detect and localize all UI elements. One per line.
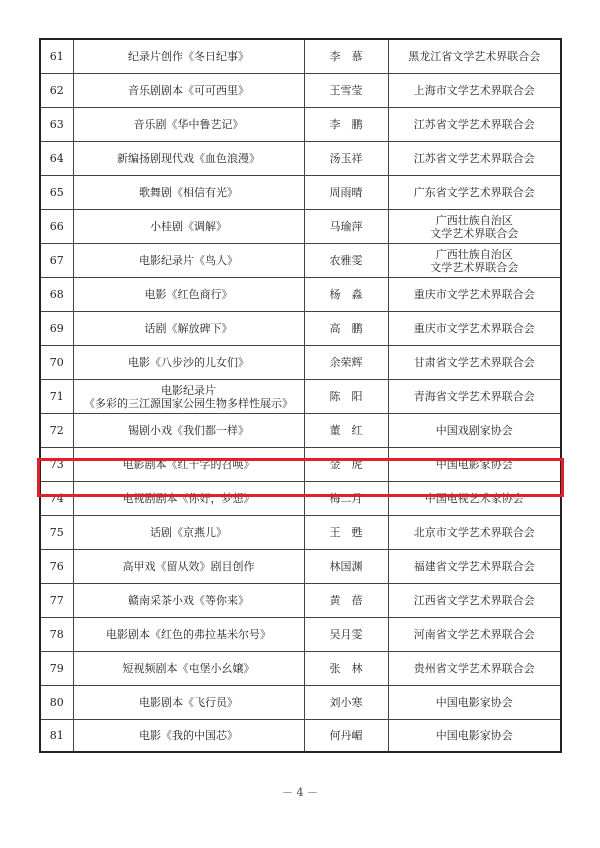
author-name: 王雪莹: [304, 74, 388, 108]
row-number: 79: [40, 652, 73, 686]
organization: [388, 74, 561, 108]
work-title-line: 音乐剧剧本《可可西里》: [128, 84, 249, 97]
work-title-line: 《多彩的三江源国家公园生物多样性展示》: [84, 396, 293, 410]
organization-line: 中国戏剧家协会: [435, 424, 513, 437]
author-name: 高 鹏: [304, 312, 388, 346]
row-number: 80: [40, 686, 73, 720]
table-row: [40, 380, 561, 414]
organization: [388, 278, 561, 312]
table-row: [40, 652, 561, 686]
organization-line: 北京市文学艺术界联合会: [413, 526, 535, 539]
row-number: 77: [40, 584, 73, 618]
table-row: [40, 346, 561, 380]
work-title-line: 高甲戏《留从效》剧目创作: [122, 560, 255, 573]
work-title-line: 电影纪录片: [161, 383, 216, 397]
table-row: [40, 39, 561, 74]
table-row: [40, 210, 561, 244]
table-row: [40, 584, 561, 618]
table-row: [40, 142, 561, 176]
organization: [388, 482, 561, 516]
organization-line: 江苏省文学艺术界联合会: [413, 118, 535, 131]
organization-line: 文学艺术界联合会: [430, 260, 519, 274]
author-name: 马瑜萍: [304, 210, 388, 244]
row-number: 65: [40, 176, 73, 210]
work-title: [73, 584, 304, 618]
table-row: [40, 516, 561, 550]
work-title: [73, 74, 304, 108]
author-name: 陈 阳: [304, 380, 388, 414]
organization: [388, 210, 561, 244]
work-title: [73, 516, 304, 550]
work-title: [73, 618, 304, 652]
organization: [388, 516, 561, 550]
work-title: [73, 346, 304, 380]
author-name: 金 虎: [304, 448, 388, 482]
work-title: [73, 142, 304, 176]
row-number: 74: [40, 482, 73, 516]
work-title-line: 电影剧本《飞行员》: [139, 696, 238, 709]
author-name: 刘小寒: [304, 686, 388, 720]
row-number: 66: [40, 210, 73, 244]
work-title: [73, 278, 304, 312]
work-title-line: 歌舞剧《相信有光》: [139, 186, 238, 199]
work-title-line: 电影剧本《红色的弗拉基米尔号》: [106, 628, 271, 641]
organization: [388, 550, 561, 584]
work-title-line: 电影剧本《红十字的召唤》: [122, 458, 255, 471]
work-title: [73, 652, 304, 686]
work-title-line: 话剧《解放碑下》: [144, 322, 233, 335]
organization-line: 黑龙江省文学艺术界联合会: [408, 50, 541, 63]
row-number: 72: [40, 414, 73, 448]
table-row: [40, 176, 561, 210]
organization-line: 江苏省文学艺术界联合会: [413, 152, 535, 165]
organization-line: 甘肃省文学艺术界联合会: [413, 356, 535, 369]
author-name: 李 鹏: [304, 108, 388, 142]
row-number: 64: [40, 142, 73, 176]
author-name: 黄 蓓: [304, 584, 388, 618]
author-name: 汤玉祥: [304, 142, 388, 176]
author-name: 农雅雯: [304, 244, 388, 278]
work-title: [73, 550, 304, 584]
organization-line: 重庆市文学艺术界联合会: [413, 322, 535, 335]
work-title-line: 小桂剧《调解》: [150, 220, 227, 233]
organization-line: 中国电影家协会: [435, 696, 513, 709]
work-title-line: 话剧《京燕儿》: [150, 526, 227, 539]
organization-line: 文学艺术界联合会: [430, 226, 519, 240]
author-name: 余荣辉: [304, 346, 388, 380]
table-row: [40, 74, 561, 108]
work-title-line: 电影《八步沙的儿女们》: [128, 356, 249, 369]
work-title-line: 新编扬剧现代戏《血色浪漫》: [117, 152, 260, 165]
organization: [388, 686, 561, 720]
work-title: [73, 39, 304, 74]
table-row: [40, 414, 561, 448]
table-row: [40, 448, 561, 482]
organization: [388, 652, 561, 686]
row-number: 68: [40, 278, 73, 312]
organization-line: 广西壮族自治区: [435, 247, 513, 261]
table-row: [40, 482, 561, 516]
work-title: [73, 720, 304, 753]
work-title: [73, 244, 304, 278]
row-number: 73: [40, 448, 73, 482]
work-title-line: 电影《我的中国芯》: [139, 729, 238, 742]
table-row: [40, 686, 561, 720]
work-title-line: 纪录片创作《冬日纪事》: [128, 50, 249, 63]
organization: [388, 312, 561, 346]
work-title: [73, 482, 304, 516]
row-number: 71: [40, 380, 73, 414]
organization-line: 福建省文学艺术界联合会: [413, 560, 535, 573]
row-number: 76: [40, 550, 73, 584]
author-name: 梅二月: [304, 482, 388, 516]
author-name: 张 林: [304, 652, 388, 686]
organization-line: 河南省文学艺术界联合会: [413, 628, 535, 641]
work-title-line: 电影《红色商行》: [144, 288, 233, 301]
table-row: [40, 618, 561, 652]
organization-line: 广东省文学艺术界联合会: [413, 186, 535, 199]
table-row: [40, 278, 561, 312]
row-number: 70: [40, 346, 73, 380]
table-row: [40, 312, 561, 346]
work-title: [73, 414, 304, 448]
organization: [388, 448, 561, 482]
organization: [388, 346, 561, 380]
work-title-line: 锡剧小戏《我们都一样》: [128, 424, 249, 437]
row-number: 61: [40, 39, 73, 74]
author-name: 何丹嵋: [304, 720, 388, 753]
author-name: 李 慕: [304, 39, 388, 74]
author-name: 董 红: [304, 414, 388, 448]
author-name: 吴月雯: [304, 618, 388, 652]
table-row: [40, 550, 561, 584]
table-row: [40, 720, 561, 753]
row-number: 69: [40, 312, 73, 346]
author-name: 周雨晴: [304, 176, 388, 210]
work-title: [73, 312, 304, 346]
table-body: [40, 39, 561, 752]
award-list-table: [39, 38, 562, 753]
organization-line: 广西壮族自治区: [435, 213, 513, 227]
table-row: [40, 244, 561, 278]
author-name: 杨 淼: [304, 278, 388, 312]
organization: [388, 244, 561, 278]
work-title: [73, 380, 304, 414]
page-number: － 4 －: [282, 786, 318, 799]
organization: [388, 380, 561, 414]
work-title: [73, 108, 304, 142]
organization: [388, 720, 561, 753]
organization-line: 上海市文学艺术界联合会: [413, 84, 535, 97]
row-number: 78: [40, 618, 73, 652]
work-title: [73, 176, 304, 210]
organization: [388, 108, 561, 142]
row-number: 62: [40, 74, 73, 108]
organization: [388, 176, 561, 210]
organization: [388, 142, 561, 176]
organization-line: 重庆市文学艺术界联合会: [413, 288, 535, 301]
work-title: [73, 210, 304, 244]
work-title-line: 赣南采茶小戏《等你来》: [128, 594, 249, 607]
work-title-line: 电影纪录片《鸟人》: [139, 254, 238, 267]
organization: [388, 584, 561, 618]
row-number: 81: [40, 720, 73, 753]
author-name: 王 甦: [304, 516, 388, 550]
work-title-line: 短视频剧本《屯堡小幺嬢》: [122, 662, 255, 675]
organization-line: 青海省文学艺术界联合会: [413, 390, 535, 403]
work-title-line: 电视剧剧本《你好，梦想》: [122, 492, 255, 505]
organization: [388, 414, 561, 448]
row-number: 63: [40, 108, 73, 142]
author-name: 林国渊: [304, 550, 388, 584]
organization: [388, 618, 561, 652]
organization: [388, 39, 561, 74]
work-title: [73, 448, 304, 482]
organization-line: 中国电影家协会: [435, 458, 513, 471]
row-number: 75: [40, 516, 73, 550]
work-title: [73, 686, 304, 720]
work-title-line: 音乐剧《华中鲁艺记》: [133, 118, 244, 131]
organization-line: 江西省文学艺术界联合会: [413, 594, 535, 607]
table-row: [40, 108, 561, 142]
organization-line: 中国电视艺术家协会: [424, 492, 524, 505]
row-number: 67: [40, 244, 73, 278]
organization-line: 中国电影家协会: [435, 729, 513, 742]
organization-line: 贵州省文学艺术界联合会: [413, 662, 535, 675]
